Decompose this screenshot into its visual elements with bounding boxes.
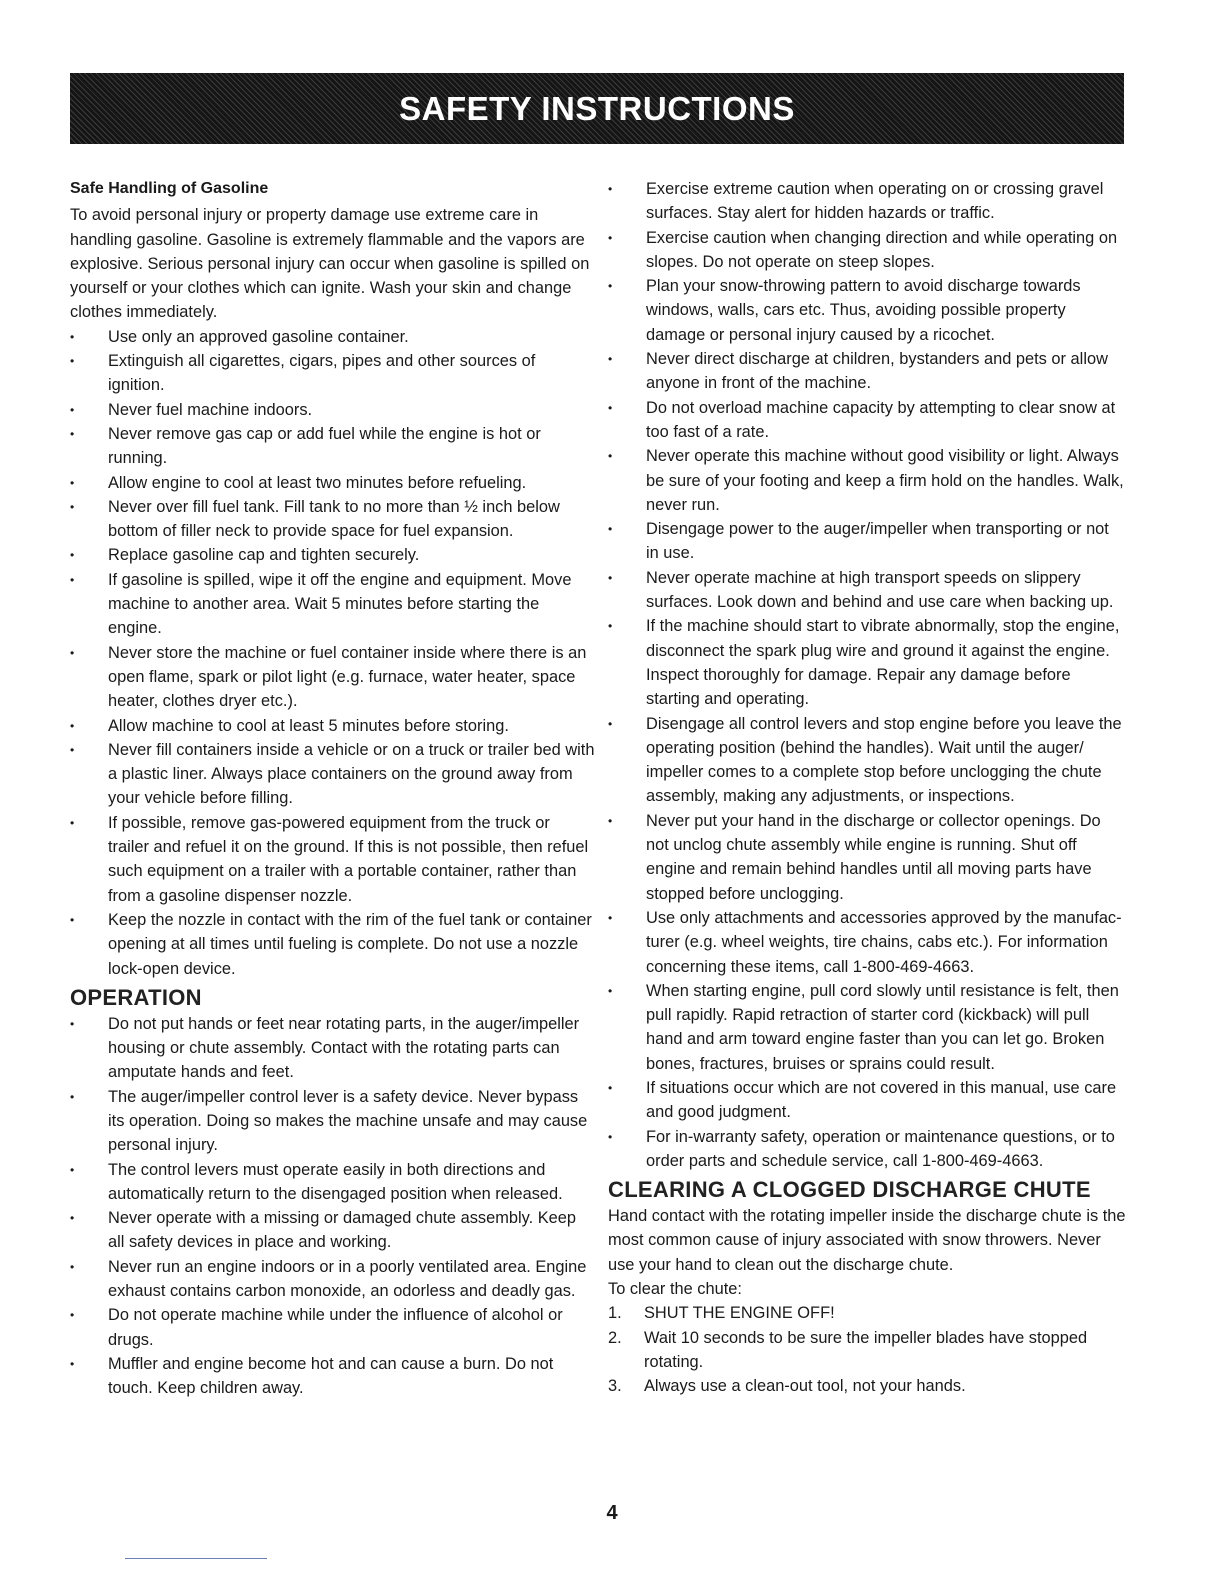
- step-text: Wait 10 seconds to be sure the impeller blades have stopped rotating.: [644, 1328, 1088, 1371]
- list-item: • Use only an approved gasoline container.: [70, 325, 595, 349]
- clearing-chute-intro: Hand contact with the rotating impeller inside the discharge chute is the most common cause of injury associated with snow throwers. Never use your hand to clean out the discharge chute.: [608, 1207, 1126, 1274]
- list-item: • Muffler and engine become hot and can cause a burn. Do not touch. Keep children away.: [70, 1352, 595, 1401]
- operation-list-continued: [608, 177, 1126, 1173]
- list-item: • Allow engine to cool at least two minutes before refueling.: [70, 471, 595, 495]
- operation-heading: OPERATION: [70, 984, 202, 1010]
- list-item: • The control levers must operate easily in both directions and automatically return to the disengaged position when released.: [70, 1158, 595, 1207]
- footer-rule: [125, 1558, 267, 1559]
- list-item: • Never operate this machine without good visibility or light. Always be sure of your footing and keep a firm hold on the handles. Walk, never run.: [608, 444, 1126, 517]
- list-item: • Keep the nozzle in contact with the rim of the fuel tank or container opening at all times until fueling is complete. Do not use a nozzle lock-open device.: [70, 908, 595, 981]
- list-item: • Never direct discharge at children, bystanders and pets or allow anyone in front of the machine.: [608, 347, 1126, 396]
- clearing-chute-lead: To clear the chute:: [608, 1280, 742, 1299]
- gasoline-subheading: Safe Handling of Gasoline: [70, 180, 269, 197]
- list-item: • Never fill containers inside a vehicle or on a truck or trailer bed with a plastic liner. Always place containers on the ground away from your vehicle before filling.: [70, 738, 595, 811]
- left-column: [70, 177, 595, 1401]
- step-number: 3.: [608, 1377, 622, 1396]
- list-item: • Never fuel machine indoors.: [70, 398, 595, 422]
- step-number: 2.: [608, 1328, 622, 1347]
- list-item: • Exercise caution when changing direction and while operating on slopes. Do not operate on steep slopes.: [608, 226, 1126, 275]
- step-item: [608, 1301, 1126, 1325]
- operation-list: [70, 1012, 595, 1401]
- section-banner: [70, 73, 1124, 144]
- step-number: 1.: [608, 1304, 622, 1323]
- list-item: • Use only attachments and accessories approved by the manufac-turer (e.g. wheel weights, tire chains, cabs etc.). For information concerning these items, call 1-800-469-4663.: [608, 906, 1126, 979]
- list-item: • Disengage all control levers and stop engine before you leave the operating position (behind the handles). Wait until the auger/ impeller comes to a complete stop before unclogging the chute assembly, making any adjustments, or inspections.: [608, 712, 1126, 809]
- list-item: • Never store the machine or fuel container inside where there is an open flame, spark or pilot light (e.g. furnace, water heater, space heater, clothes dryer etc.).: [70, 641, 595, 714]
- list-item: • Extinguish all cigarettes, cigars, pipes and other sources of ignition.: [70, 349, 595, 398]
- page-title: SAFETY INSTRUCTIONS: [399, 89, 795, 127]
- list-item: • Replace gasoline cap and tighten securely.: [70, 543, 595, 567]
- list-item: • Plan your snow-throwing pattern to avoid discharge towards windows, walls, cars etc. Thus, avoiding possible property damage or personal injury caused by a ricochet.: [608, 274, 1126, 347]
- step-text: Always use a clean-out tool, not your hands.: [644, 1377, 966, 1396]
- list-item: • Never remove gas cap or add fuel while the engine is hot or running.: [70, 422, 595, 471]
- list-item: • Never operate with a missing or damaged chute assembly. Keep all safety devices in place and working.: [70, 1206, 595, 1255]
- list-item: • When starting engine, pull cord slowly until resistance is felt, then pull rapidly. Rapid retraction of starter cord (kickback) will pull hand and arm toward engine faster than you can let go. Broken bones, fractures, bruises or sprains could result.: [608, 979, 1126, 1076]
- list-item: • Never run an engine indoors or in a poorly ventilated area. Engine exhaust contains carbon monoxide, an odorless and deadly gas.: [70, 1255, 595, 1304]
- list-item: • If the machine should start to vibrate abnormally, stop the engine, disconnect the spark plug wire and ground it against the engine. Inspect thoroughly for damage. Repair any damage before starting and operating.: [608, 614, 1126, 711]
- list-item: • Never put your hand in the discharge or collector openings. Do not unclog chute assembly while engine is running. Shut off engine and remain behind handles until all moving parts have stopped before unclogging.: [608, 809, 1126, 906]
- list-item: • For in-warranty safety, operation or maintenance questions, or to order parts and schedule service, call 1-800-469-4663.: [608, 1125, 1126, 1174]
- step-item: [608, 1326, 1126, 1375]
- list-item: • If possible, remove gas-powered equipment from the truck or trailer and refuel it on the ground. If this is not possible, then refuel such equipment on a trailer with a portable container, rather than from a gasoline dispenser nozzle.: [70, 811, 595, 908]
- gasoline-intro: To avoid personal injury or property damage use extreme care in handling gasoline. Gasoline is extremely flammable and the vapors are explosive. Serious personal injury can occur when gasoline is spilled on yourself or your clothes which can ignite. Wash your skin and change clothes immediately.: [70, 206, 590, 322]
- list-item: • Allow machine to cool at least 5 minutes before storing.: [70, 714, 595, 738]
- clearing-steps: [608, 1301, 1126, 1398]
- list-item: • Exercise extreme caution when operating on or crossing gravel surfaces. Stay alert for hidden hazards or traffic.: [608, 177, 1126, 226]
- page-number: 4: [606, 1502, 618, 1524]
- gasoline-list: [70, 325, 595, 981]
- list-item: • Disengage power to the auger/impeller when transporting or not in use.: [608, 517, 1126, 566]
- list-item: • Never over fill fuel tank. Fill tank to no more than ½ inch below bottom of filler neck to provide space for fuel expansion.: [70, 495, 595, 544]
- step-text: SHUT THE ENGINE OFF!: [644, 1304, 835, 1323]
- list-item: • If situations occur which are not covered in this manual, use care and good judgment.: [608, 1076, 1126, 1125]
- list-item: • The auger/impeller control lever is a safety device. Never bypass its operation. Doing so makes the machine unsafe and may cause personal injury.: [70, 1085, 595, 1158]
- right-column: [608, 177, 1126, 1399]
- list-item: • Do not put hands or feet near rotating parts, in the auger/impeller housing or chute assembly. Contact with the rotating parts can amputate hands and feet.: [70, 1012, 595, 1085]
- list-item: • Do not operate machine while under the influence of alcohol or drugs.: [70, 1303, 595, 1352]
- list-item: • Do not overload machine capacity by attempting to clear snow at too fast of a rate.: [608, 396, 1126, 445]
- step-item: [608, 1374, 1126, 1398]
- clearing-chute-heading: CLEARING A CLOGGED DISCHARGE CHUTE: [608, 1177, 1091, 1203]
- list-item: • If gasoline is spilled, wipe it off the engine and equipment. Move machine to another area. Wait 5 minutes before starting the engine.: [70, 568, 595, 641]
- list-item: • Never operate machine at high transport speeds on slippery surfaces. Look down and behind and use care when backing up.: [608, 566, 1126, 615]
